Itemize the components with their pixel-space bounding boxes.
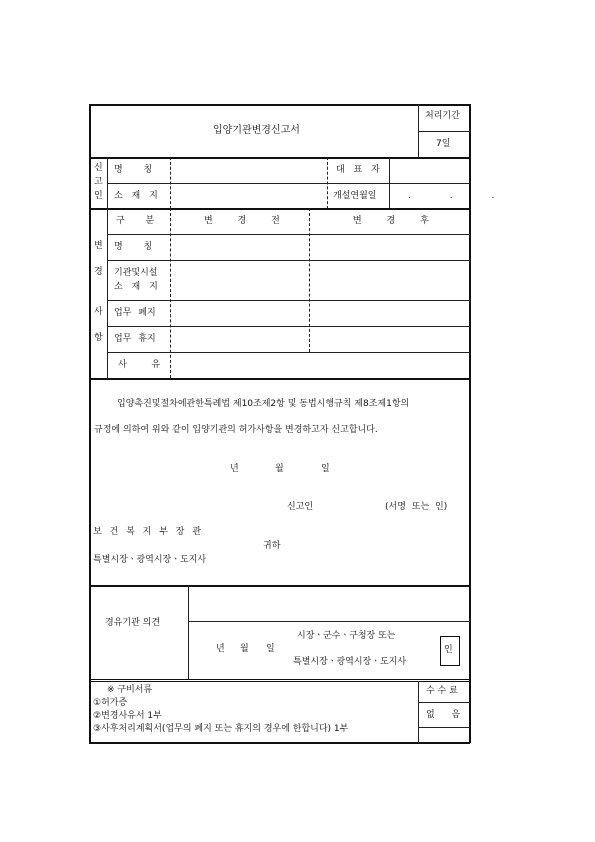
applicant-section-char-3: 인 — [94, 191, 103, 201]
addressee-minister: 보 건 복 지 부 장 관 — [93, 527, 202, 537]
form-title: 입양기관변경신고서 — [213, 125, 300, 136]
seal-label: 인 — [444, 645, 453, 655]
via-official-line-2: 특별시장ㆍ광역시장ㆍ도지사 — [293, 657, 407, 667]
address-field[interactable] — [172, 185, 326, 207]
via-label: 경유기관 의견 — [105, 618, 161, 628]
via-date-day: 일 — [266, 644, 275, 654]
row-reason-label: 사 유 — [118, 360, 161, 370]
frame-left — [89, 104, 91, 743]
change-line-1 — [107, 234, 470, 235]
fee-value: 없 음 — [426, 710, 461, 720]
after-field-name[interactable] — [311, 236, 468, 259]
after-field-suspension[interactable] — [311, 328, 468, 351]
row-facility-label: 기관및시설 — [114, 268, 158, 278]
declaration-line-1: 입양촉진및절차에관한특례법 제10조제2항 및 동법시행규칙 제8조제1항의 — [117, 399, 410, 409]
applicant-section-char-2: 고 — [94, 177, 103, 187]
document-item-2: ②변경사유서 1부 — [93, 711, 162, 721]
after-field-closure[interactable] — [311, 302, 468, 325]
name-field[interactable] — [172, 159, 326, 181]
change-section-char-3: 사 — [94, 307, 103, 317]
rep-field[interactable] — [391, 159, 467, 181]
date-month-label: 월 — [275, 464, 284, 474]
opened-value[interactable]: . . . — [408, 191, 513, 201]
col-before-header: 변 경 전 — [204, 216, 280, 226]
fee-line-2 — [418, 727, 470, 728]
processing-value: 7일 — [436, 139, 451, 149]
via-date-year: 년 — [216, 644, 225, 654]
change-line-5 — [107, 352, 470, 353]
before-field-name[interactable] — [172, 236, 308, 259]
address-label: 소 재 지 — [114, 191, 161, 201]
rep-label: 대 표 자 — [336, 165, 383, 175]
change-section-char-4: 항 — [94, 333, 103, 343]
frame-top — [89, 104, 470, 106]
reporter-label: 신고인 — [287, 502, 314, 512]
col-category-header: 구 분 — [116, 216, 164, 226]
applicant-mid-line — [107, 183, 470, 184]
processing-divider — [418, 131, 470, 132]
document-item-1: ①허가증 — [93, 698, 128, 708]
via-opinion-field[interactable] — [190, 587, 468, 620]
change-section-char-2: 경 — [94, 267, 103, 277]
row-name-label: 명 칭 — [114, 242, 162, 252]
col-after-header: 변 경 후 — [353, 216, 429, 226]
change-line-4 — [107, 326, 470, 327]
change-line-2 — [107, 260, 470, 261]
honorific-label: 귀하 — [263, 541, 281, 551]
fee-divider — [418, 681, 419, 743]
applicant-bottom-line — [89, 208, 470, 210]
before-field-suspension[interactable] — [172, 328, 308, 351]
fee-line-1 — [418, 702, 470, 703]
reason-field[interactable] — [172, 354, 468, 377]
addressee-governor: 특별시장ㆍ광역시장ㆍ도지사 — [93, 555, 207, 565]
via-bottom-line — [89, 679, 470, 682]
documents-heading: ※ 구비서류 — [107, 685, 153, 695]
change-line-3 — [107, 300, 470, 301]
via-divider — [188, 585, 189, 680]
via-mid-line — [188, 621, 470, 622]
row-address-label: 소 재 지 — [114, 282, 161, 292]
via-official-line-1: 시장ㆍ군수ㆍ구청장 또는 — [297, 631, 396, 641]
before-field-closure[interactable] — [172, 302, 308, 325]
before-field-address[interactable] — [172, 262, 308, 299]
signature-label: (서명 또는 인) — [385, 502, 448, 512]
document-item-3: ③사후처리계획서(업무의 폐지 또는 휴지의 경우에 한합니다) 1부 — [93, 724, 349, 734]
declaration-line-2: 규정에 의하여 위와 같이 입양기관의 허가사항을 변경하고자 신고합니다. — [94, 425, 378, 435]
after-field-address[interactable] — [311, 262, 468, 299]
date-day-label: 일 — [321, 464, 330, 474]
date-year-label: 년 — [230, 464, 239, 474]
applicant-section-char-1: 신 — [94, 163, 103, 173]
change-col-3 — [309, 208, 310, 352]
row-suspension-label: 업무 휴지 — [114, 334, 156, 344]
via-date-month: 월 — [240, 644, 249, 654]
change-bottom-line — [89, 378, 470, 380]
fee-label: 수 수 료 — [426, 686, 458, 696]
row-closure-label: 업무 폐지 — [114, 308, 156, 318]
change-section-char-1: 변 — [94, 241, 103, 251]
processing-label: 처리기간 — [425, 111, 460, 121]
opened-label: 개설연월일 — [333, 191, 377, 201]
name-label: 명 칭 — [114, 165, 162, 175]
frame-bottom — [89, 742, 470, 744]
